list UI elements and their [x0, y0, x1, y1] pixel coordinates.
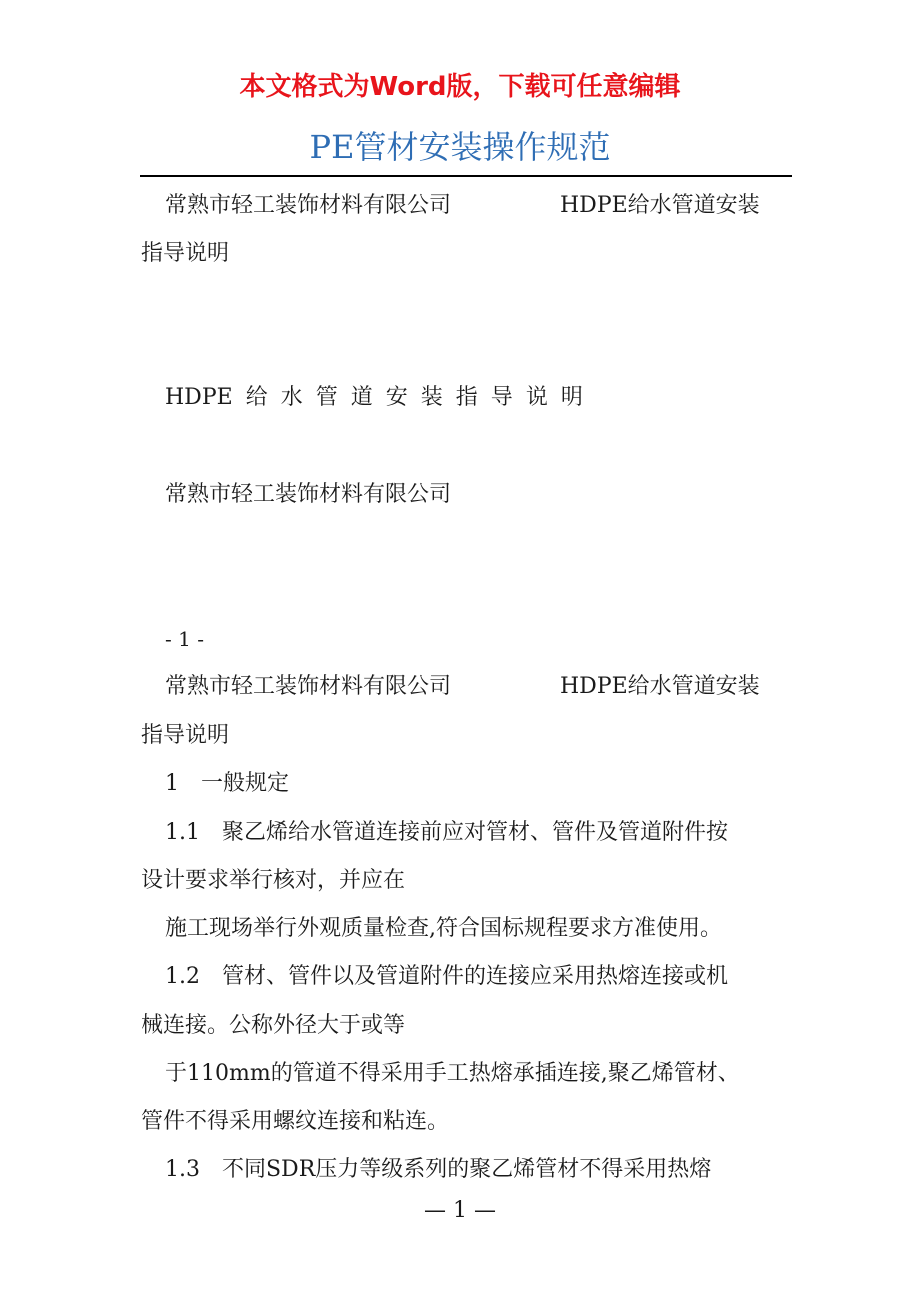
- header-doc-cont: 指导说明: [141, 723, 230, 748]
- paragraph-line: 1.2 管材、管件以及管道附件的连接应采用热熔连接或机: [165, 964, 728, 989]
- cover-title-part: 道: [350, 385, 373, 410]
- cover-company: 常熟市轻工装饰材料有限公司: [165, 482, 452, 507]
- cover-title-part: 说: [525, 385, 548, 410]
- paragraph-line: 管件不得采用螺纹连接和粘连。: [141, 1109, 450, 1134]
- paragraph-line: 1.1 聚乙烯给水管道连接前应对管材、管件及管道附件按: [165, 820, 728, 845]
- cover-title-part: 安: [385, 385, 408, 410]
- paragraph-line: 设计要求举行核对，并应在: [141, 868, 406, 893]
- cover-page-mark: - 1 -: [165, 627, 204, 651]
- cover-title-part: 管: [315, 385, 338, 410]
- cover-title-part: 指: [455, 385, 478, 410]
- paragraph-line: 于110mm的管道不得采用手工热熔承插连接,聚乙烯管材、: [165, 1061, 740, 1086]
- cover-title-part: 水: [280, 385, 303, 410]
- download-banner: 本文格式为Word版，下载可任意编辑: [239, 72, 681, 102]
- cover-title: [165, 385, 596, 411]
- cover-title-part: 装: [420, 385, 443, 410]
- header-rule: [140, 175, 792, 177]
- cover-title-part: HDPE: [165, 385, 233, 410]
- cover-title-part: 导: [490, 385, 513, 410]
- cover-title-part: 明: [560, 385, 583, 410]
- page-footer: — 1 —: [424, 1198, 496, 1223]
- cover-title-part: 给: [245, 385, 268, 410]
- header-doc-cont: 指导说明: [141, 241, 230, 266]
- header-company: 常熟市轻工装饰材料有限公司: [165, 674, 452, 699]
- document-title: PE管材安装操作规范: [309, 128, 611, 166]
- section-heading: 1 一般规定: [165, 771, 289, 796]
- header-doc: HDPE给水管道安装: [560, 674, 760, 699]
- header-company: 常熟市轻工装饰材料有限公司: [165, 193, 452, 218]
- paragraph-line: 1.3 不同SDR压力等级系列的聚乙烯管材不得采用热熔: [165, 1157, 712, 1182]
- paragraph-line: 械连接。公称外径大于或等: [141, 1013, 406, 1038]
- header-doc: HDPE给水管道安装: [560, 193, 760, 218]
- paragraph-line: 施工现场举行外观质量检查,符合国标规程要求方准使用。: [165, 916, 722, 941]
